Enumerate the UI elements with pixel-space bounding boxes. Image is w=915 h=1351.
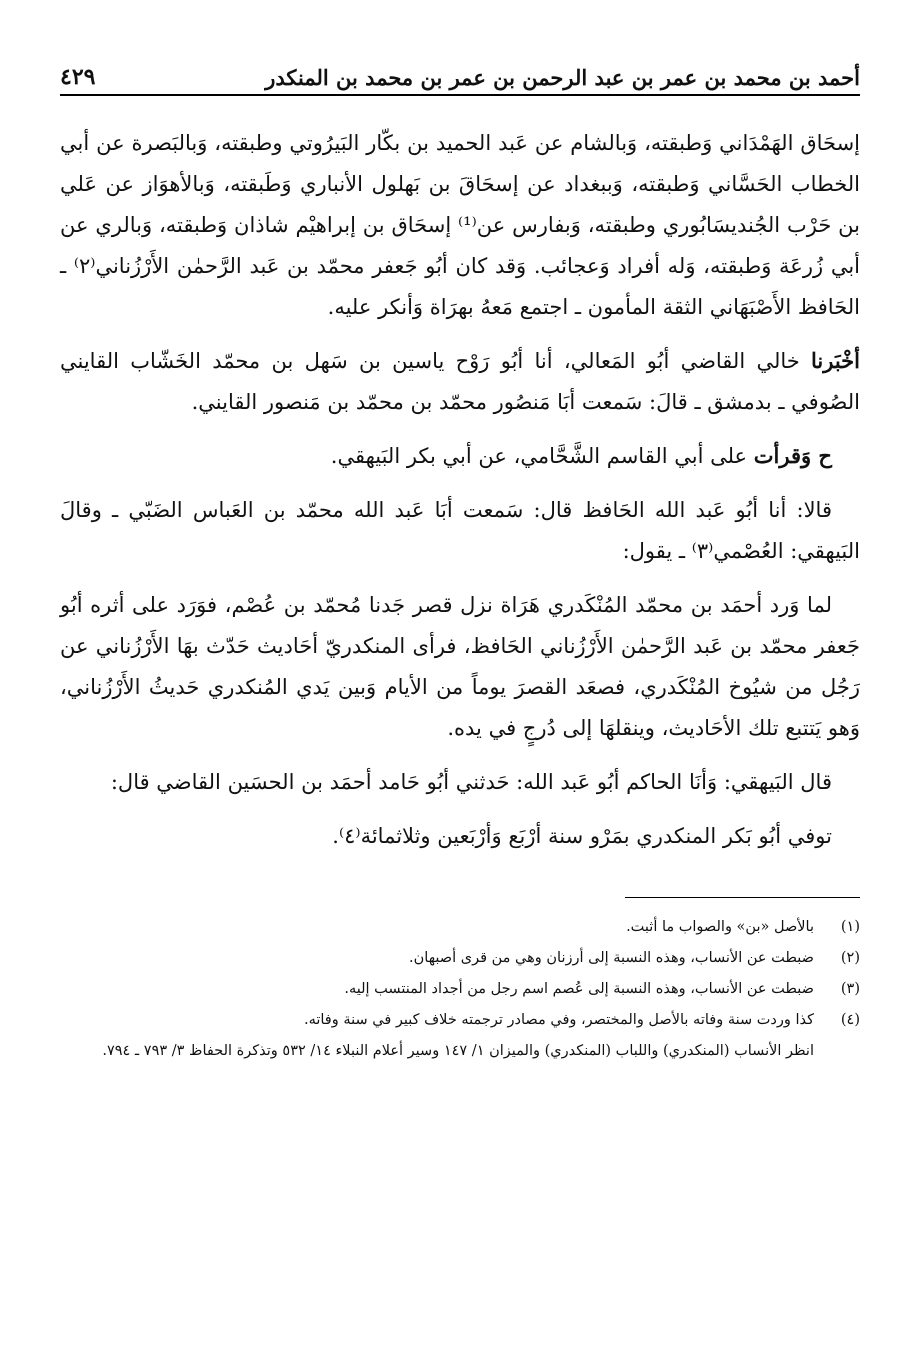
paragraph — [60, 584, 860, 749]
footnote — [60, 912, 860, 943]
running-title: أحمد بن محمد بن عمر بن عبد الرحمن بن عمر بن محمد بن المنكدر — [265, 65, 860, 90]
paragraph-text: توفي أبُو بَكر المنكدري بمَرْو سنة أرْبَع وَأرْبَعين وثلاثمائة⁽٤⁾. — [332, 824, 832, 848]
lead-word: أخْبَرنا — [811, 348, 860, 373]
paragraph — [60, 435, 860, 477]
footnote-line: انظر الأنساب (المنكدري) واللباب (المنكدري) والميزان ١/ ١٤٧ وسير أعلام النبلاء ١٤/ ٥٣٢ وتذكرة الحفاظ ٣/ ٧٩٣ ـ ٧٩٤. — [102, 1043, 814, 1059]
main-text — [60, 122, 860, 857]
book-page — [60, 40, 860, 1330]
paragraph-text: على أبي القاسم الشَّحَّامي، عن أبي بكر البَيهقي. — [330, 444, 754, 468]
paragraph — [60, 489, 860, 572]
footnote — [60, 1005, 860, 1067]
paragraph-text: قال البَيهقي: وَأنَا الحاكم أبُو عَبد الله: حَدثني أبُو حَامد أحمَد بن الحسَين القاضي قال: — [110, 770, 832, 794]
paragraph — [60, 122, 860, 328]
footnote-number: (١) — [840, 919, 860, 935]
footnote — [60, 943, 860, 974]
paragraph — [60, 815, 860, 857]
page-number: ٤٢٩ — [60, 64, 96, 90]
footnote-number: (٢) — [840, 950, 860, 966]
lead-word: ح وَقرأت — [753, 443, 832, 468]
footnote-number: (٣) — [840, 981, 860, 997]
footnote-text: بالأصل «بن» والصواب ما أثبت. — [626, 919, 814, 935]
page-header — [60, 40, 860, 96]
footnote-line: كذا وردت سنة وفاته بالأصل والمختصر، وفي مصادر ترجمته خلاف كبير في سنة وفاته. — [303, 1012, 814, 1028]
paragraph-text: إسحَاق الهَمْدَاني وَطبقته، وَبالشام عن عَبد الحميد بن بكّار البَيرُوتي وطبقته، وَبالبَصرة عن أبي الخطاب الحَسَّاني وَطبقته، وَببغداد عن إسحَاقَ بن بَهلول الأنباري وَطَبقته، وَبالأهوَاز عن عَلي بن حَرْب الجُنديسَابُوري وطبقته، وَبفارس عن⁽¹⁾ إسحَاق بن إبراهيْم شاذان وَطبقته، وَبالري عن أبي زُرعَة وَطبقته، وَله أفراد وَعجائب. وَقد كان أبُو جَعفر محمّد بن عَبد الرَّحمٰن الأَرْزُناني⁽٢⁾ ـ الحَافظ الأَصْبَهَاني الثقة المأمون ـ اجتمع مَعهُ بهرَاة وَأنكر عليه. — [60, 131, 860, 319]
footnotes-divider — [625, 897, 860, 898]
footnote-text — [60, 1005, 814, 1067]
paragraph-text: قالا: أنا أبُو عَبد الله الحَافظ قال: سَمعت أبَا عَبد الله محمّد بن العَباس الضَبّي ـ وقالَ البَيهقي: العُصْمي⁽٣⁾ ـ يقول: — [60, 498, 860, 563]
footnote — [60, 974, 860, 1005]
footnotes — [60, 912, 860, 1067]
paragraph-text: لما وَرد أحمَد بن محمّد المُنْكَدري هَرَاة نزل قصر جَدنا مُحمّد بن عُصْم، فوَرَد على أثره أبُو جَعفر محمّد بن عَبد الرَّحمٰن الأَرْزُناني الحَافظ، فرأى المنكدريّ أحَاديث حَدّث بهَا الأَرْزُناني عن رَجُل من شيُوخ المُنْكَدري، فصعَد القصرَ يوماً من الأيام وَبين يَدي المُنكدري حَديثُ الأَرْزُناني، وَهو يَتتبع تلك الأحَاديث، وينقلهَا إلى دُرجٍ في يده. — [60, 593, 860, 740]
footnote-text: ضبطت عن الأنساب، وهذه النسبة إلى أرزنان وهي من قرى أصبهان. — [409, 950, 814, 966]
footnote-text: ضبطت عن الأنساب، وهذه النسبة إلى عُصم اسم رجل من أجداد المنتسب إليه. — [344, 981, 814, 997]
footnote-number: (٤) — [840, 1012, 860, 1028]
paragraph-text: خالي القاضي أبُو المَعالي، أنا أبُو رَوْح ياسين بن سَهل بن محمّد الخَشّاب القايني الصُوفي ـ بدمشق ـ قالَ: سَمعت أبَا مَنصُور محمّد بن محمّد بن مَنصور القايني. — [60, 349, 860, 414]
paragraph — [60, 340, 860, 423]
paragraph — [60, 761, 860, 803]
